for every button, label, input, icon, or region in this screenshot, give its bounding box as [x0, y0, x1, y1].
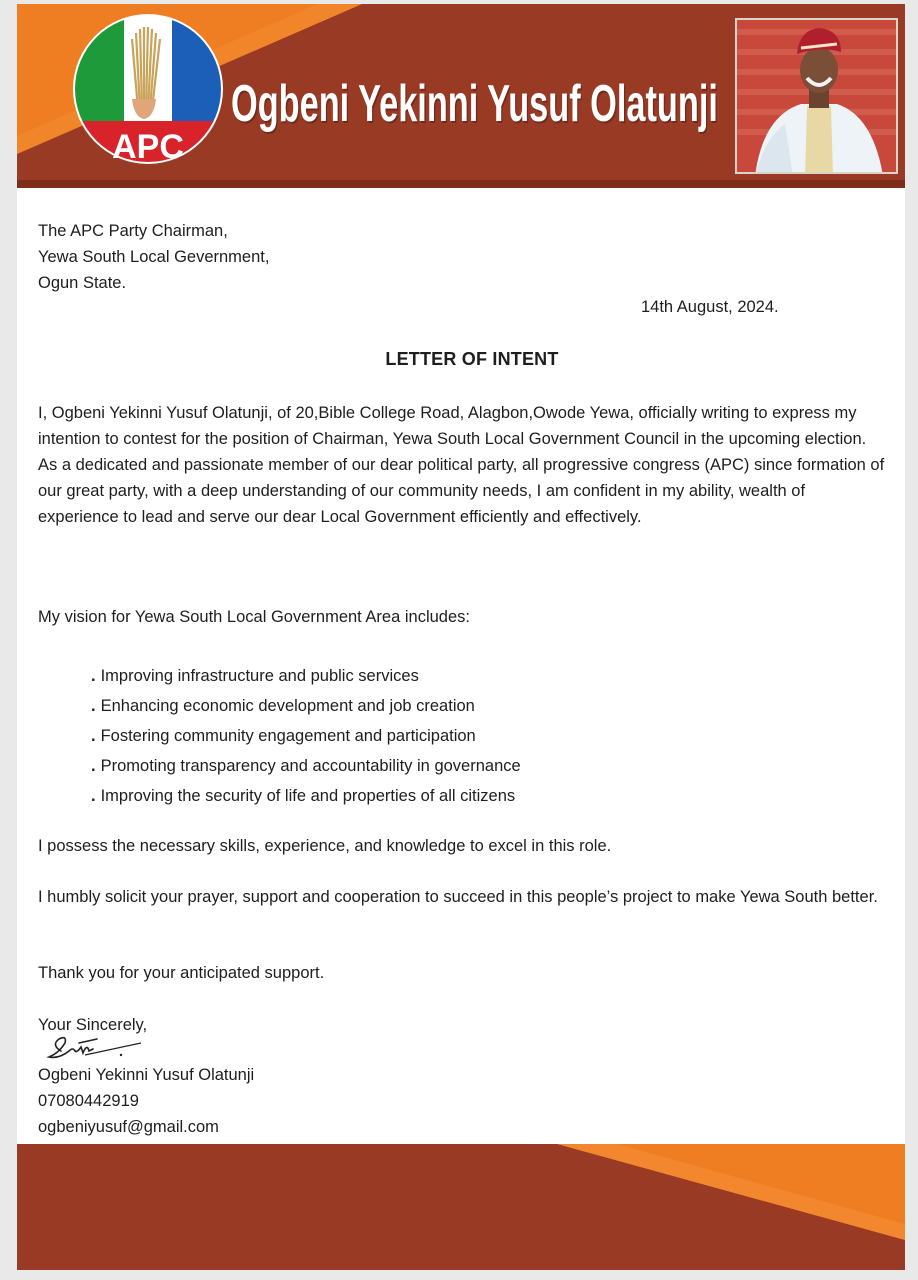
list-item: [91, 751, 521, 781]
list-item-text: Improving the security of life and properties of all citizens: [100, 787, 516, 805]
recipient-address: [38, 218, 269, 296]
list-item-text: Promoting transparency and accountability in governance: [100, 757, 521, 775]
candidate-photo: [735, 18, 898, 174]
thanks-paragraph: Thank you for your anticipated support.: [38, 964, 325, 982]
portrait-image: [737, 20, 898, 174]
valediction: Your Sincerely,: [38, 1016, 148, 1034]
bullet-marker: .: [91, 727, 96, 745]
apc-logo: [72, 13, 224, 165]
candidate-name-heading: Ogbeni Yekinni Yusuf Olatunji: [231, 75, 718, 133]
handwritten-signature: [45, 1031, 145, 1065]
list-item: [91, 691, 521, 721]
letter-date: 14th August, 2024.: [641, 298, 779, 316]
solicit-paragraph: I humbly solicit your prayer, support and cooperation to succeed in this people’s project to make Yewa South better.: [38, 888, 878, 906]
intro-paragraph: I, Ogbeni Yekinni Yusuf Olatunji, of 20,Bible College Road, Alagbon,Owode Yewa, officially writing to express my intention to contest for the position of Chairman, Yewa South Local Government Council in the upcoming election. As a dedicated and passionate member of our dear political party, all progressive congress (APC) since formation of our great party, with a deep understanding of our community needs, I am confident in my ability, wealth of experience to lead and serve our dear Local Government efficiently and effectively.: [38, 404, 885, 526]
list-item-text: Fostering community engagement and participation: [100, 727, 476, 745]
letter-title: LETTER OF INTENT: [385, 349, 559, 369]
recipient-line: The APC Party Chairman,: [38, 222, 228, 240]
signature-block: [38, 1062, 254, 1140]
bullet-marker: .: [91, 787, 96, 805]
logo-label: APC: [112, 128, 184, 165]
list-item: [91, 661, 521, 691]
letterhead: [17, 4, 905, 188]
bullet-marker: .: [91, 697, 96, 715]
vision-intro: My vision for Yewa South Local Government Area includes:: [38, 608, 470, 626]
letterhead-footer: [17, 1144, 905, 1270]
skills-paragraph: I possess the necessary skills, experience, and knowledge to excel in this role.: [38, 837, 612, 855]
recipient-line: Yewa South Local Gevernment,: [38, 248, 270, 266]
recipient-line: Ogun State.: [38, 274, 127, 292]
list-item-text: Improving infrastructure and public services: [100, 667, 419, 685]
bullet-marker: .: [91, 667, 96, 685]
signatory-name: Ogbeni Yekinni Yusuf Olatunji: [38, 1066, 255, 1084]
vision-list: [91, 661, 521, 811]
list-item: [91, 721, 521, 751]
signatory-phone: 07080442919: [38, 1092, 139, 1110]
signatory-email[interactable]: ogbeniyusuf@gmail.com: [38, 1118, 219, 1136]
list-item-text: Enhancing economic development and job creation: [100, 697, 475, 715]
letter-sheet: [17, 4, 905, 1270]
list-item: [91, 781, 521, 811]
bullet-marker: .: [91, 757, 96, 775]
